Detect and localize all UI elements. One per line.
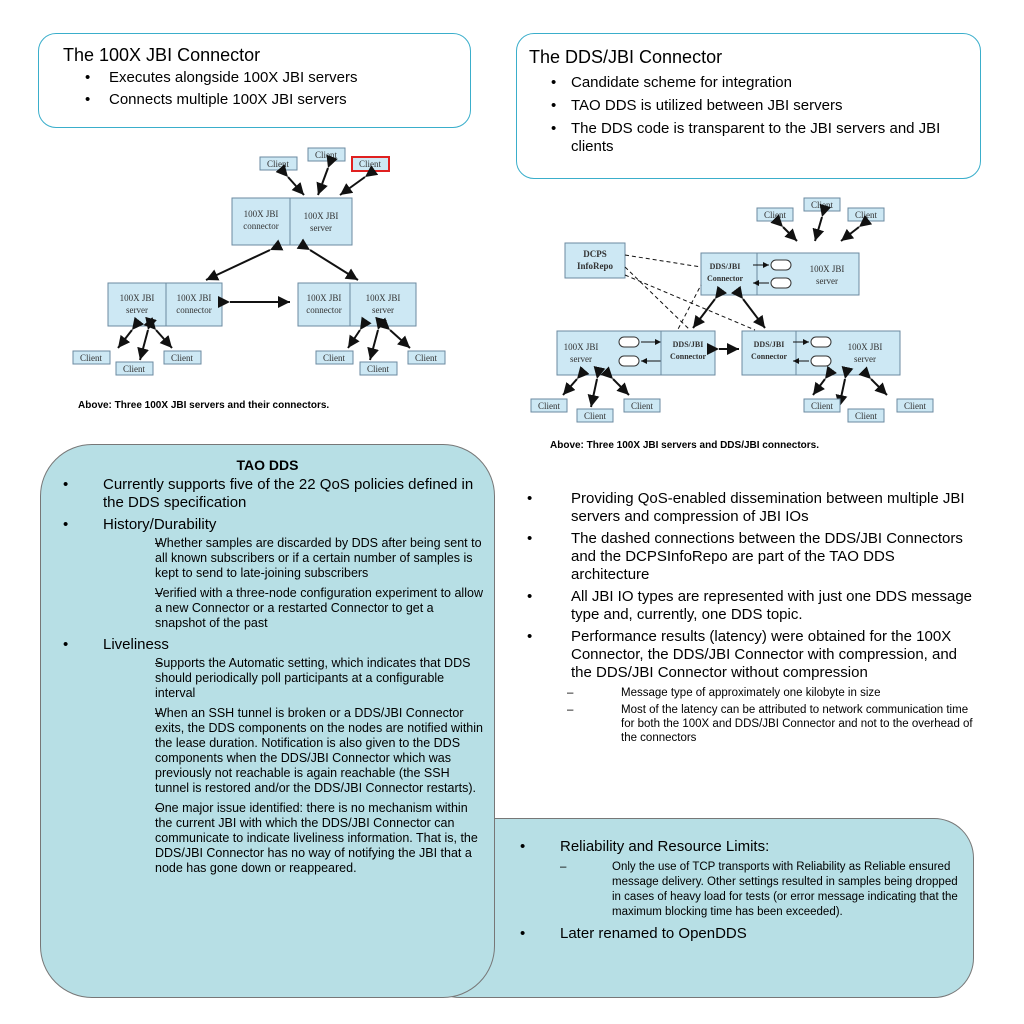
bullet-item: • Currently supports five of the 22 QoS policies defined in the DDS specification	[41, 476, 484, 512]
client-label: Client	[538, 401, 560, 411]
client-label: Client	[359, 159, 381, 169]
sub-bullet-item: – Verified with a three-node configuration experiment to allow a new Connector or a restarted Connector to get a snapshot of the past	[93, 586, 484, 631]
server-node	[557, 331, 661, 375]
client-label: Client	[764, 210, 786, 220]
node-label: 100X JBI	[563, 342, 599, 352]
bullet-item: • The DDS code is transparent to the JBI servers and JBI clients	[529, 120, 980, 156]
sub-bullet-item: – When an SSH tunnel is broken or a DDS/JBI Connector exits, the DDS components on the nodes are notified within the lease duration. Notification is also given to the DDS components when the DDS/JBI Connector which was previously not reachable is again reachable (the SSH tunnel is restored and/or the DDS/JBI Connector restarts).	[93, 706, 484, 796]
callout-dds-connector	[516, 33, 981, 179]
node-label: DDS/JBI	[709, 262, 741, 271]
bullet-item: • Executes alongside 100X JBI servers	[63, 69, 470, 87]
callout-title: The DDS/JBI Connector	[529, 47, 723, 67]
sub-bullet-item: – Message type of approximately one kilobyte in size	[505, 686, 975, 700]
node-label: 100X JBI	[119, 293, 155, 303]
node-label: 100X JBI	[243, 209, 279, 219]
diagram-caption: Above: Three 100X JBI servers and their connectors.	[78, 400, 330, 411]
client-label: Client	[323, 353, 345, 363]
node-label: DCPS	[583, 249, 607, 259]
client-label: Client	[855, 210, 877, 220]
node-label: server	[372, 305, 394, 315]
server-node	[757, 253, 859, 295]
callout-100x-connector	[38, 33, 471, 128]
node-label: DDS/JBI	[753, 340, 785, 349]
node-label: 100X JBI	[306, 293, 342, 303]
server-node	[290, 198, 352, 245]
bullet-item: • Connects multiple 100X JBI servers	[63, 91, 470, 109]
client-label: Client	[80, 353, 102, 363]
reliability-text	[498, 838, 968, 943]
node-label: connector	[306, 305, 342, 315]
client-label: Client	[267, 159, 289, 169]
client-label: Client	[631, 401, 653, 411]
node-label: 100X JBI	[365, 293, 401, 303]
node-label: server	[816, 276, 838, 286]
bullet-item: • Liveliness	[41, 636, 484, 654]
bullet-item: • Later renamed to OpenDDS	[498, 925, 968, 943]
bullet-item: • Candidate scheme for integration	[529, 74, 980, 92]
client-label: Client	[811, 200, 833, 210]
callout-title: The 100X JBI Connector	[63, 45, 261, 65]
bullet-item: • All JBI IO types are represented with just one DDS message type and, currently, one DDS topic.	[505, 588, 975, 624]
client-label: Client	[584, 411, 606, 421]
client-label: Client	[171, 353, 193, 363]
sub-bullet-item: – Supports the Automatic setting, which indicates that DDS should periodically poll participants at a configurable interval	[93, 656, 484, 701]
right-bullets	[505, 490, 975, 750]
diagram-dds-connectors	[525, 195, 945, 425]
node-label: Connector	[707, 274, 743, 283]
node-label: 100X JBI	[303, 211, 339, 221]
sub-bullet-item: – Only the use of TCP transports with Reliability as Reliable ensured message delivery. Other settings resulted in samples being dropped in cases of heavy load for tests (or error message indicating that the maximum blocking time has been exceeded).	[498, 860, 968, 920]
bullet-item: • Reliability and Resource Limits:	[498, 838, 968, 856]
client-label: Client	[904, 401, 926, 411]
sub-bullet-item: – Most of the latency can be attributed to network communication time for both the 100X and DDS/JBI Connector and not to the overhead of the connectors	[505, 703, 975, 745]
bullet-item: • TAO DDS is utilized between JBI servers	[529, 97, 980, 115]
node-label: 100X JBI	[176, 293, 212, 303]
node-label: Connector	[670, 352, 706, 361]
client-label: Client	[415, 353, 437, 363]
sub-bullet-item: – One major issue identified: there is no mechanism within the current JBI with which the DDS/JBI Connector can communicate to indicate liveliness information. That is, the DDS/JBI Connector has no way of notifying the JBI that a node has gone down or reappeared.	[93, 801, 484, 876]
panel-title: TAO DDS	[236, 457, 299, 473]
diagram-caption: Above: Three 100X JBI servers and DDS/JBI connectors.	[550, 440, 819, 451]
client-label: Client	[811, 401, 833, 411]
node-label: server	[570, 354, 592, 364]
node-label: 100X JBI	[809, 264, 845, 274]
bullet-item	[41, 516, 484, 534]
bullet-item: • Providing QoS-enabled dissemination between multiple JBI servers and compression of JBI IOs	[505, 490, 975, 526]
bullet-text: History/Durability	[103, 516, 217, 533]
node-label: InfoRepo	[576, 261, 614, 271]
node-label: connector	[176, 305, 212, 315]
sub-bullet-item: – Whether samples are discarded by DDS after being sent to all known subscribers or if a certain number of samples is kept to send to late-joining subscribers	[93, 536, 484, 581]
diagram-100x-connectors	[60, 140, 460, 385]
node-label: connector	[243, 221, 279, 231]
node-label: server	[854, 354, 876, 364]
bullet-item: • Performance results (latency) were obtained for the 100X Connector, the DDS/JBI Connector with compression, and the DDS/JBI Connector without compression	[505, 628, 975, 682]
node-label: Connector	[751, 352, 787, 361]
node-label: 100X JBI	[847, 342, 883, 352]
client-label: Client	[367, 364, 389, 374]
client-label: Client	[855, 411, 877, 421]
node-label: DDS/JBI	[672, 340, 704, 349]
bullet-item: • The dashed connections between the DDS/JBI Connectors and the DCPSInfoRepo are part of the TAO DDS architecture	[505, 530, 975, 584]
node-label: server	[310, 223, 332, 233]
node-label: server	[126, 305, 148, 315]
client-label: Client	[123, 364, 145, 374]
server-node	[796, 331, 900, 375]
client-label: Client	[315, 150, 337, 160]
tao-dds-panel	[40, 444, 495, 998]
